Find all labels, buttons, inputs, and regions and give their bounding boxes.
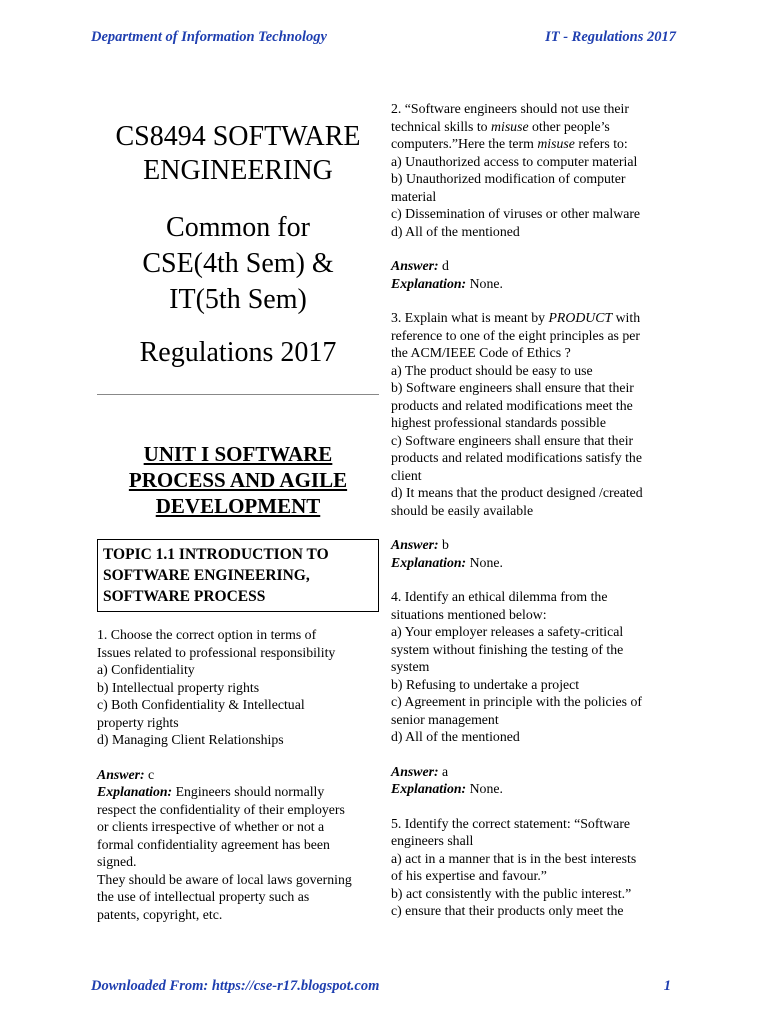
topic-line1: TOPIC 1.1 INTRODUCTION TO [103, 546, 329, 563]
question-3-option: d) It means that the product designed /created [391, 485, 643, 500]
question-2-option: material [391, 188, 437, 204]
question-2-line: 2. “Software engineers should not use their [391, 101, 629, 116]
question-1 [97, 626, 379, 749]
answer-label: Answer: [391, 258, 439, 273]
answer-2 [391, 257, 681, 275]
explanation-label: Explanation: [391, 781, 467, 796]
unit-line3: DEVELOPMENT [155, 494, 321, 518]
question-1-line: Issues related to professional responsibility [97, 644, 336, 660]
question-4-option: c) Agreement in principle with the policies of [391, 694, 642, 709]
question-3-option: products and related modifications meet the [391, 397, 633, 413]
q2-text: other people’s [528, 118, 610, 134]
question-2-option: d) All of the mentioned [391, 223, 520, 239]
question-5-line: 5. Identify the correct statement: “Software [391, 815, 631, 831]
question-3-line: the ACM/IEEE Code of Ethics ? [391, 345, 571, 360]
explanation-text: signed. [97, 854, 137, 869]
question-1-option: property rights [97, 714, 179, 730]
question-1-option: c) Both Confidentiality & Intellectual [97, 697, 305, 712]
answer-4 [391, 763, 681, 781]
common-line1: Common for [166, 212, 310, 243]
explanation-text: the use of intellectual property such as [97, 889, 310, 904]
question-5-option: a) act in a manner that is in the best interests [391, 850, 637, 866]
question-2-option: c) Dissemination of viruses or other malware [391, 206, 641, 221]
question-3-option: c) Software engineers shall ensure that their [391, 432, 634, 448]
question-5 [391, 815, 681, 920]
question-1-option: b) Intellectual property rights [97, 679, 260, 695]
explanation-text: respect the confidentiality of their employers [97, 801, 345, 817]
explanation-1 [97, 783, 379, 923]
question-3-option: highest professional standards possible [391, 415, 606, 430]
question-5-option: c) ensure that their products only meet the [391, 903, 624, 918]
question-3-line [391, 309, 681, 327]
unit-line2: PROCESS AND AGILE [128, 468, 348, 492]
common-line2: CSE(4th Sem) & [142, 248, 334, 279]
course-title-line1: CS8494 SOFTWARE [115, 121, 361, 152]
explanation-4 [391, 780, 681, 798]
course-title [97, 120, 379, 188]
q3-text: with [612, 310, 641, 325]
explanation-text: They should be aware of local laws governing [97, 871, 352, 887]
topic-box [97, 539, 379, 612]
explanation-text: formal confidentiality agreement has been [97, 836, 330, 852]
question-4-option: senior management [391, 711, 499, 727]
page-number: 1 [663, 978, 671, 994]
q3-text: 3. Explain what is meant by [391, 310, 549, 325]
question-4-option: system without finishing the testing of the [391, 641, 624, 657]
q2-text: computers.”Here the term [391, 136, 538, 151]
question-4 [391, 588, 681, 746]
question-2 [391, 100, 681, 240]
course-title-line2: ENGINEERING [143, 155, 333, 186]
question-4-option: d) All of the mentioned [391, 729, 520, 744]
answer-value: b [442, 537, 449, 552]
question-2-line [391, 118, 681, 136]
question-3 [391, 309, 681, 519]
answer-value: d [442, 258, 449, 273]
question-5-option: b) act consistently with the public interest.” [391, 885, 632, 901]
question-3-option: products and related modifications satisfy the [391, 450, 642, 465]
explanation-text: None. [469, 275, 503, 291]
answer-label: Answer: [391, 763, 439, 779]
topic-line3: SOFTWARE PROCESS [103, 588, 266, 605]
question-3-line: reference to one of the eight principles as per [391, 327, 640, 343]
unit-line1: UNIT I SOFTWARE [143, 442, 333, 466]
question-2-option: b) Unauthorized modification of computer [391, 171, 626, 186]
question-4-option: a) Your employer releases a safety-critical [391, 624, 624, 639]
explanation-label: Explanation: [391, 275, 467, 291]
q3-emphasis: PRODUCT [548, 310, 613, 325]
question-4-option: system [391, 659, 430, 674]
unit-title [97, 441, 379, 519]
regulations-title: Regulations 2017 [139, 337, 337, 368]
question-4-line: situations mentioned below: [391, 606, 547, 622]
topic-line2: SOFTWARE ENGINEERING, [103, 567, 310, 584]
answer-value: c [148, 766, 155, 782]
answer-value: a [442, 763, 449, 779]
question-2-line [391, 135, 681, 153]
q2-emphasis: misuse [537, 136, 575, 151]
explanation-2 [391, 275, 681, 293]
question-3-option: client [391, 467, 422, 483]
header-regulations: IT - Regulations 2017 [545, 29, 676, 45]
explanation-text: None. [469, 781, 503, 796]
left-column [97, 120, 379, 923]
answer-label: Answer: [97, 766, 145, 782]
common-line3: IT(5th Sem) [169, 284, 307, 315]
question-3-option: a) The product should be easy to use [391, 362, 593, 378]
answer-3 [391, 536, 681, 554]
explanation-text: None. [469, 554, 503, 570]
header-department: Department of Information Technology [91, 29, 327, 45]
explanation-text: or clients irrespective of whether or not a [97, 819, 325, 834]
explanation-label: Explanation: [97, 784, 173, 799]
question-2-option: a) Unauthorized access to computer material [391, 153, 638, 169]
explanation-3 [391, 554, 681, 572]
explanation-text: Engineers should normally [175, 784, 325, 799]
question-5-line: engineers shall [391, 833, 474, 848]
question-1-option: d) Managing Client Relationships [97, 732, 284, 747]
question-1-line: 1. Choose the correct option in terms of [97, 627, 317, 642]
footer-download-link[interactable]: Downloaded From: https://cse-r17.blogspot.com [91, 978, 380, 994]
q2-emphasis: misuse [491, 118, 529, 134]
q2-text: refers to: [574, 136, 628, 151]
question-3-option: should be easily available [391, 502, 534, 518]
question-3-option: b) Software engineers shall ensure that their [391, 380, 634, 395]
explanation-text: patents, copyright, etc. [97, 906, 223, 922]
question-4-line: 4. Identify an ethical dilemma from the [391, 589, 608, 604]
explanation-label: Explanation: [391, 554, 467, 570]
question-4-option: b) Refusing to undertake a project [391, 676, 580, 692]
common-for-title [97, 210, 379, 318]
question-1-option: a) Confidentiality [97, 662, 195, 677]
answer-label: Answer: [391, 537, 439, 552]
question-5-option: of his expertise and favour.” [391, 868, 547, 883]
q2-text: technical skills to [391, 118, 492, 134]
answer-1 [97, 766, 379, 784]
right-column [391, 100, 681, 920]
